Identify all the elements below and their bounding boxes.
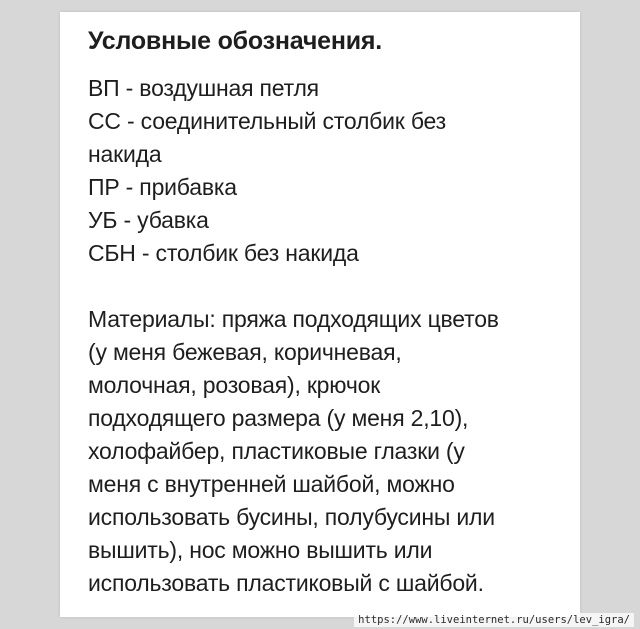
paragraph-gap	[88, 270, 568, 303]
materials-line: использовать пластиковый с шайбой.	[88, 570, 484, 596]
watermark-url: https://www.liveinternet.ru/users/lev_igra/	[354, 613, 634, 627]
materials-line: вышить), нос можно вышить или	[88, 537, 433, 563]
legend-line: ВП - воздушная петля	[88, 75, 319, 101]
materials-line: холофайбер, пластиковые глазки (у	[88, 438, 465, 464]
materials-line: (у меня бежевая, коричневая,	[88, 339, 402, 365]
document-card	[60, 12, 580, 617]
legend-list	[88, 72, 568, 270]
materials-line: молочная, розовая), крючок	[88, 372, 381, 398]
page-title: Условные обозначения.	[88, 27, 383, 55]
legend-line: УБ - убавка	[88, 207, 209, 233]
document-content	[88, 26, 568, 600]
materials-paragraph	[88, 303, 568, 600]
legend-line: СБН - столбик без накида	[88, 240, 359, 266]
legend-line: ПР - прибавка	[88, 174, 237, 200]
materials-line: меня с внутренней шайбой, можно	[88, 471, 455, 497]
legend-line: накида	[88, 141, 162, 167]
materials-line: использовать бусины, полубусины или	[88, 504, 495, 530]
legend-line: СС - соединительный столбик без	[88, 108, 446, 134]
materials-line: подходящего размера (у меня 2,10),	[88, 405, 469, 431]
materials-line: Материалы: пряжа подходящих цветов	[88, 306, 499, 332]
